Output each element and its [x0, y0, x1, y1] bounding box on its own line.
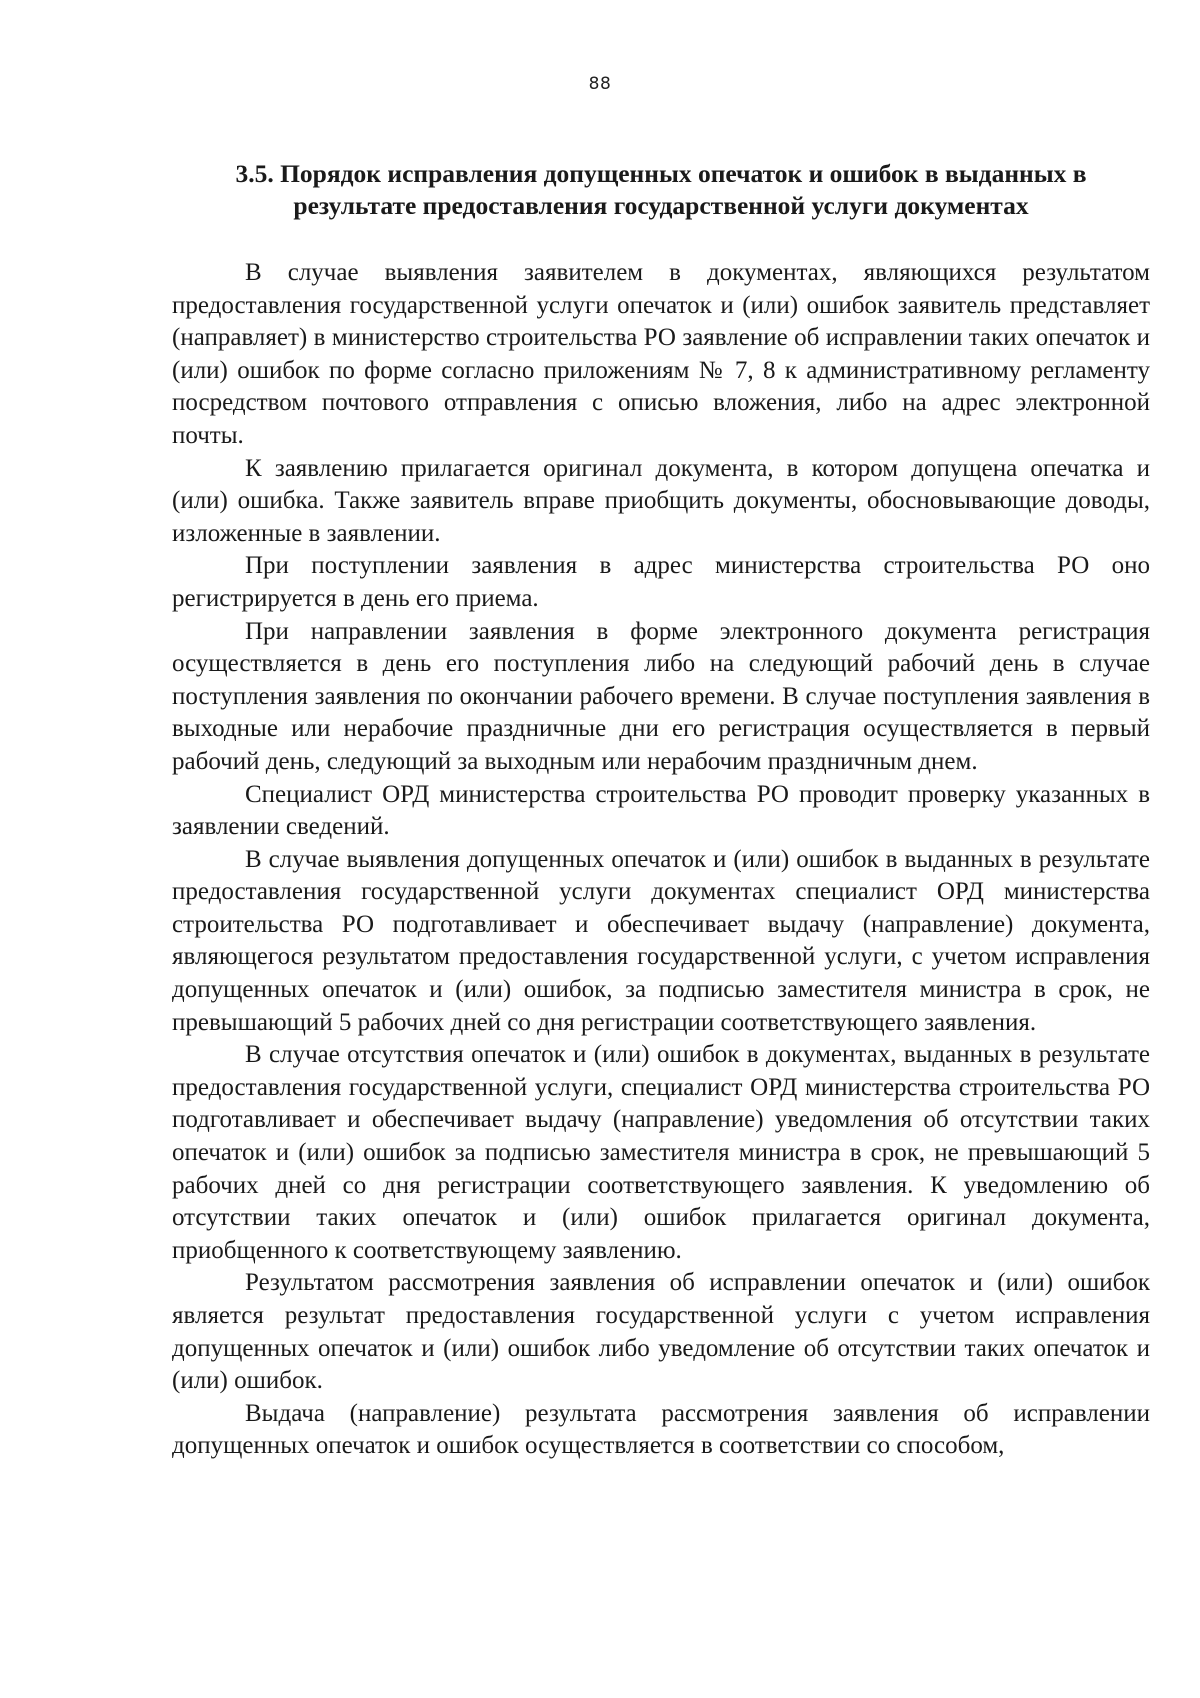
paragraph: В случае выявления допущенных опечаток и (или) ошибок в выданных в результате предоставления государственной услуги документах специалист ОРД министерства строительства РО подготавливает и обеспечивает выдачу (направление) документа, являющегося результатом предоставления государственной услуги, с учетом исправления допущенных опечаток и (или) ошибок, за подписью заместителя министра в срок, не превышающий 5 рабочих дней со дня регистрации соответствующего заявления. [172, 845, 1150, 1036]
paragraph: При направлении заявления в форме электронного документа регистрация осуществляется в день его поступления либо на следующий рабочий день в случае поступления заявления по окончании рабочего времени. В случае поступления заявления в выходные или нерабочие праздничные дни его регистрация осуществляется в первый рабочий день, следующий за выходным или нерабочим праздничным днем. [172, 617, 1150, 775]
paragraph: В случае выявления заявителем в документах, являющихся результатом предоставления государственной услуги опечаток и (или) ошибок заявитель представляет (направляет) в министерство строительства РО заявление об исправлении таких опечаток и (или) ошибок по форме согласно приложениям № 7, 8 к административному регламенту посредством почтового отправления с описью вложения, либо на адрес электронной почты. [172, 259, 1150, 449]
page-number: 88 [588, 74, 612, 94]
section-title: 3.5. Порядок исправления допущенных опечаток и ошибок в выданных в результате предоставления государственной услуги документах [235, 159, 1087, 220]
paragraph: Выдача (направление) результата рассмотрения заявления об исправлении допущенных опечаток и ошибок осуществляется в соответствии со способом, [172, 1399, 1150, 1460]
document-body [172, 257, 1150, 1463]
paragraph: При поступлении заявления в адрес министерства строительства РО оно регистрируется в день его приема. [172, 552, 1150, 612]
paragraph: Специалист ОРД министерства строительства РО проводит проверку указанных в заявлении сведений. [172, 780, 1150, 841]
paragraph: Результатом рассмотрения заявления об исправлении опечаток и (или) ошибок является результат предоставления государственной услуги с учетом исправления допущенных опечаток и (или) ошибок либо уведомление об отсутствии таких опечаток и (или) ошибок. [172, 1269, 1150, 1395]
paragraph: К заявлению прилагается оригинал документа, в котором допущена опечатка и (или) ошибка. Также заявитель вправе приобщить документы, обосновывающие доводы, изложенные в заявлении. [172, 454, 1150, 547]
paragraph: В случае отсутствия опечаток и (или) ошибок в документах, выданных в результате предоставления государственной услуги, специалист ОРД министерства строительства РО подготавливает и обеспечивает выдачу (направление) уведомления об отсутствии таких опечаток и (или) ошибок за подписью заместителя министра в срок, не превышающий 5 рабочих дней со дня регистрации соответствующего заявления. К уведомлению об отсутствии таких опечаток и (или) ошибок прилагается оригинал документа, приобщенного к соответствующему заявлению. [172, 1041, 1150, 1264]
